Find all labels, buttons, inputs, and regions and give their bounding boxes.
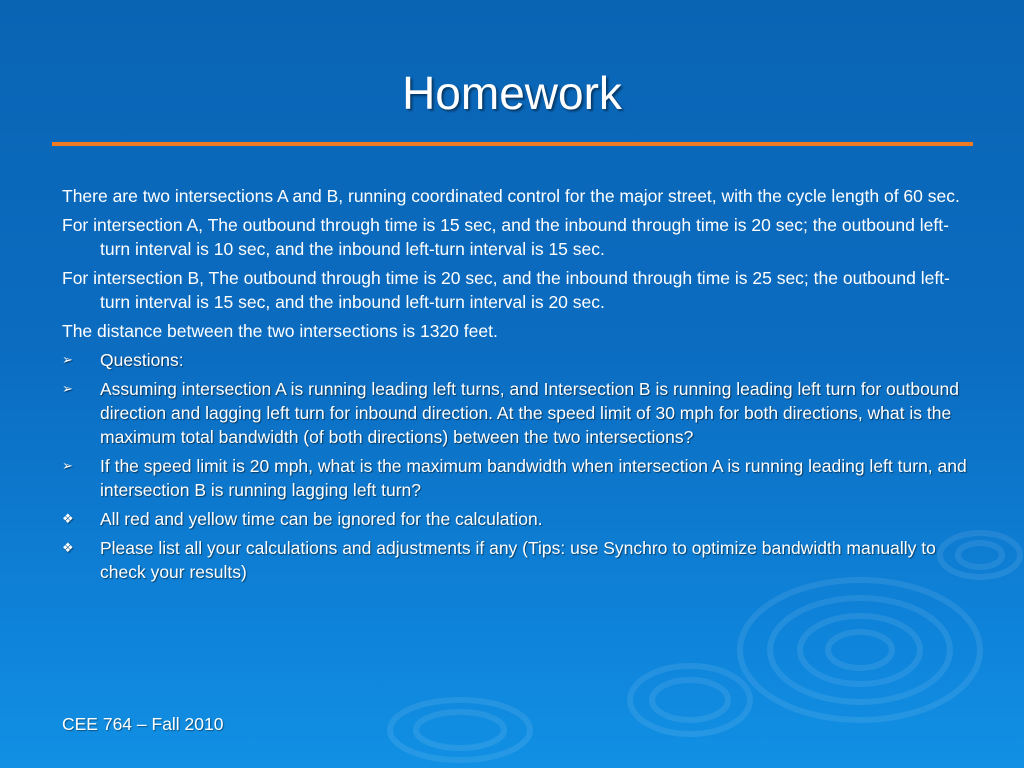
bullet-item bbox=[62, 536, 972, 584]
bullet-text: Assuming intersection A is running leading left turns, and Intersection B is running leading left turn for outbound direction and lagging left turn for inbound direction. At the speed limit of 30 mph for both directions, what is the maximum total bandwidth (of both directions) between the two intersections? bbox=[100, 379, 959, 447]
bullet-item bbox=[62, 348, 972, 372]
diamond-bullet-icon: ❖ bbox=[62, 511, 74, 526]
arrow-bullet-icon: ➢ bbox=[62, 381, 73, 396]
arrow-bullet-icon: ➢ bbox=[62, 352, 73, 367]
bullet-text: Please list all your calculations and adjustments if any (Tips: use Synchro to optimize bandwidth manually to check your results) bbox=[100, 538, 936, 582]
diamond-bullet-icon: ❖ bbox=[62, 540, 74, 555]
paragraph: The distance between the two intersections is 1320 feet. bbox=[62, 321, 498, 341]
bullet-text: All red and yellow time can be ignored for the calculation. bbox=[100, 509, 543, 529]
paragraph: For intersection A, The outbound through time is 15 sec, and the inbound through time is 20 sec; the outbound left-turn interval is 10 sec, and the inbound left-turn interval is 15 sec. bbox=[62, 215, 949, 259]
bullet-text: Questions: bbox=[100, 350, 184, 370]
arrow-bullet-icon: ➢ bbox=[62, 458, 73, 473]
paragraph: For intersection B, The outbound through time is 20 sec, and the inbound through time is 25 sec; the outbound left-turn interval is 15 sec, and the inbound left-turn interval is 20 sec. bbox=[62, 268, 950, 312]
title-divider bbox=[52, 142, 973, 146]
slide-footer: CEE 764 – Fall 2010 bbox=[62, 714, 224, 734]
paragraph: There are two intersections A and B, running coordinated control for the major street, with the cycle length of 60 sec. bbox=[62, 186, 960, 206]
bullet-text: If the speed limit is 20 mph, what is the maximum bandwidth when intersection A is running leading left turn, and intersection B is running lagging left turn? bbox=[100, 456, 967, 500]
slide-title: Homework bbox=[402, 67, 622, 119]
bullet-item bbox=[62, 377, 972, 449]
bullet-item bbox=[62, 454, 972, 502]
slide-body bbox=[62, 184, 972, 589]
bullet-item bbox=[62, 507, 972, 531]
